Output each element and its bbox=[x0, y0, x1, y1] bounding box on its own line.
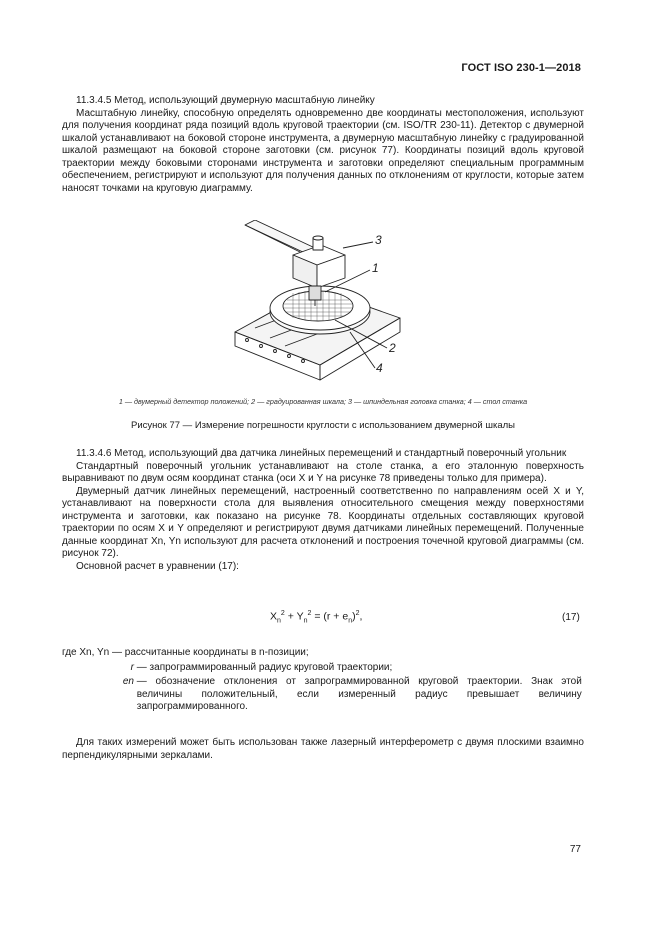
label-2: 2 bbox=[389, 341, 396, 355]
label-4: 4 bbox=[376, 361, 383, 375]
paragraph-3: Основной расчет в уравнении (17): bbox=[76, 560, 239, 572]
closing-text: Для таких измерений может быть использован также лазерный интерферометр с двумя плоскими взаимно перпендикулярными зеркалами. bbox=[62, 737, 584, 761]
definition-where: где Xn, Yn — рассчитанные координаты в n-позиции; bbox=[62, 647, 309, 658]
symbol-r: r bbox=[130, 661, 134, 673]
label-3: 3 bbox=[375, 233, 382, 247]
figure-legend: 1 — двумерный детектор положений; 2 — градуированная шкала; 3 — шпиндельная головка станка; 4 — стол станка bbox=[118, 397, 528, 406]
definition-r: — запрограммированный радиус круговой траектории; bbox=[136, 661, 393, 673]
figure-77-drawing bbox=[225, 220, 440, 390]
section-heading: 11.3.4.6 Метод, использующий два датчика линейных перемещений и стандартный поверочный угольник bbox=[76, 448, 567, 459]
page-number: 77 bbox=[569, 844, 581, 855]
section-body: Масштабную линейку, способную определять одновременно две координаты местоположения, используют для получения координат ряда позиций вдоль круговой траектории (см. ISO/TR 230-11). Детектор с двумерной шкалой устанавливают на боковой стороне инструмента, а двумерную масштабную линейку с градуированной шкалой размещают на боковой стороне заготовки (см. рисунок 77). Координаты позиций вдоль круговой траектории между боковыми сторонами инструмента и заготовки определяют специальным программным обеспечением, регистрируют и используют для получения данных по отклонениям от круглости, которые затем наносят точками на круговую диаграмму. bbox=[62, 107, 584, 194]
section-heading: 11.3.4.5 Метод, использующий двумерную масштабную линейку bbox=[76, 95, 375, 106]
equation-17: $X_n^2 + Y_n^2 = (r + e_n)^2$, bbox=[270, 610, 363, 625]
definitions bbox=[62, 647, 584, 716]
section-11-3-4-6 bbox=[62, 448, 584, 573]
paragraph-1: Стандартный поверочный угольник устанавливают на столе станка, а его эталонную поверхность выравнивают по двум осям координат станка (оси X и Y на рисунке 78 приведены только для примера). bbox=[62, 460, 584, 484]
position-detector bbox=[309, 286, 321, 300]
section-11-3-4-5 bbox=[62, 95, 584, 195]
label-1: 1 bbox=[372, 261, 379, 275]
symbol-en: en bbox=[122, 676, 134, 687]
figure-title: Рисунок 77 — Измерение погрешности круглости с использованием двумерной шкалы bbox=[131, 420, 515, 431]
document-header: ГОСТ ISO 230-1—2018 bbox=[461, 62, 581, 74]
definition-en: — обозначение отклонения от запрограммированной круговой траектории. Знак этой величины положительный, если измеренный радиус превышает величину запрограммированного. bbox=[136, 676, 582, 712]
closing-paragraph bbox=[62, 737, 584, 762]
paragraph-2: Двумерный датчик линейных перемещений, настроенный соответственно по направлениям осей X и Y, устанавливают на поверхности стола для выявления относительного смещения между поверхностями инструмента и заготовки, как показано на рисунке 78. Координаты отдельных составляющих круговой траектории по осям X и Y определяют и регистрируют двумя датчиками линейных перемещений. Полученные данные координат Xn, Yn используют для расчета отклонений и построения точечной круговой диаграммы (см. рисунок 72). bbox=[62, 485, 584, 559]
equation-number: (17) bbox=[562, 612, 580, 623]
spindle-ram bbox=[245, 220, 315, 253]
